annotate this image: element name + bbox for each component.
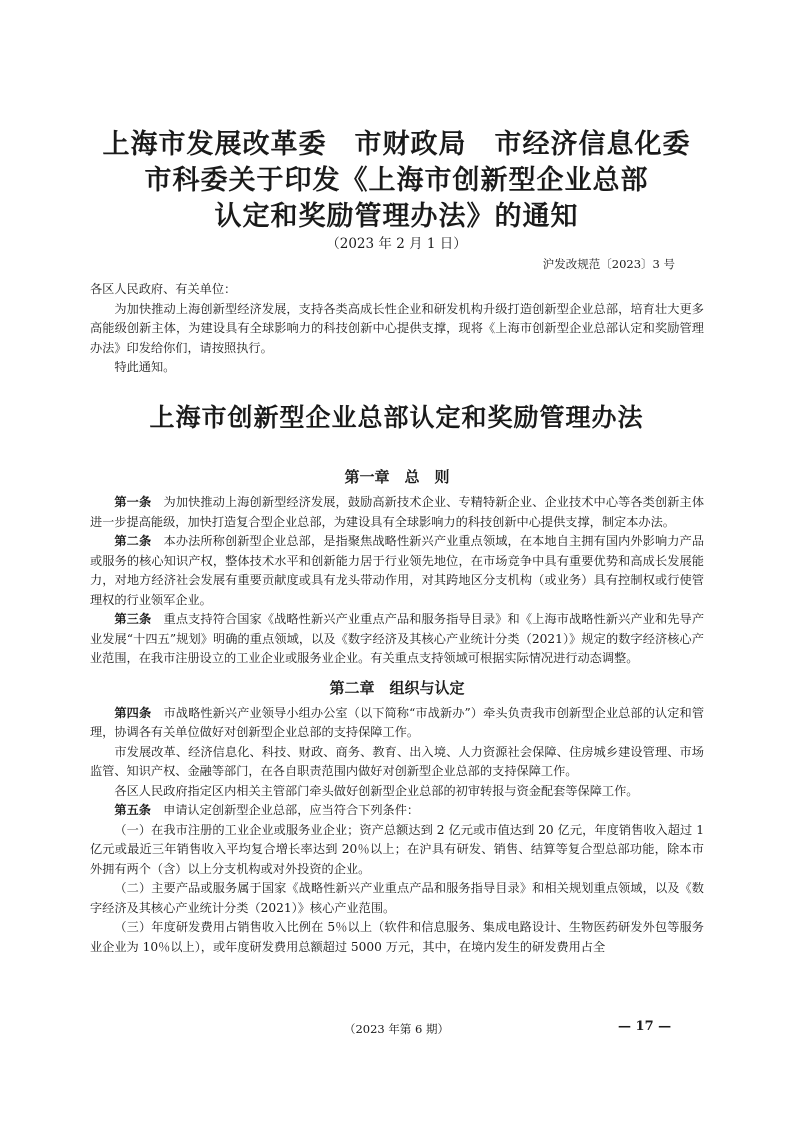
notice-closing: 特此通知。	[114, 360, 176, 374]
condition-1: （一）在我市注册的工业企业或服务业企业；资产总额达到 2 亿元或市值达到 20 亿元，年度销售收入超过 1 亿元或最近三年销售收入平均复合增长率达到 20％以上；在沪具有研发、销售、结算等复合型总部功能，除本市外拥有两个（含）以上分支机构或对外投资的企业。	[90, 822, 704, 876]
article-4-label: 第四条	[114, 705, 152, 720]
regulation-body	[90, 458, 704, 957]
article-4-para-districts: 各区人民政府指定区内相关主管部门牵头做好创新型企业总部的初审转报与资金配套等保障工作。	[114, 783, 639, 798]
article-1-text: 为加快推动上海创新型经济发展，鼓励高新技术企业、专精特新企业、企业技术中心等各类创新主体进一步提高能级，加快打造复合型企业总部，为建设具有全球影响力的科技创新中心提供支撑，制定本办法。	[90, 495, 705, 529]
footer-issue: （2023 年第 6 期）	[343, 1022, 450, 1036]
page-number: — 17 —	[618, 1019, 672, 1034]
condition-2: （二）主要产品或服务属于国家《战略性新兴产业重点产品和服务指导目录》和相关规划重点领域，以及《数字经济及其核心产业统计分类（2021）》核心产业范围。	[90, 881, 704, 915]
notice-title-line-1: 上海市发展改革委 市财政局 市经济信息化委	[102, 129, 691, 160]
notice-title-block	[60, 127, 733, 253]
article-5-text: 申请认定创新型企业总部，应当符合下列条件：	[150, 803, 420, 817]
notice-paragraph: 为加快推动上海创新型经济发展，支持各类高成长性企业和研发机构升级打造创新型企业总部，培育壮大更多高能级创新主体，为建设具有全球影响力的科技创新中心提供支撑，现将《上海市创新型企业总部认定和奖励管理办法》印发给你们，请按照执行。	[90, 301, 704, 355]
article-4-text: 市战略性新兴产业领导小组办公室（以下简称“市战新办”）牵头负责我市创新型企业总部的认定和管理，协调各有关单位做好对创新型企业总部的支持保障工作。	[90, 705, 705, 739]
document-number: 沪发改规范〔2023〕3 号	[542, 257, 675, 271]
notice-date: （2023 年 2 月 1 日）	[326, 236, 467, 252]
article-3-text: 重点支持符合国家《战略性新兴产业重点产品和服务指导目录》和《上海市战略性新兴产业和先导产业发展“十四五”规划》明确的重点领域，以及《数字经济及其核心产业统计分类（2021）》规定的数字经济核心产业范围，在我市注册设立的工业企业或服务业企业。有关重点支持领域可根据实际情况进行动态调整。	[90, 612, 705, 665]
article-4	[90, 704, 704, 743]
chapter-2-heading: 第二章 组织与认定	[329, 678, 465, 697]
article-5-label: 第五条	[114, 803, 151, 817]
article-2	[90, 532, 704, 610]
article-2-label: 第二条	[114, 534, 152, 548]
article-2-text: 本办法所称创新型企业总部，是指聚焦战略性新兴产业重点领域，在本地自主拥有国内外影响力产品或服务的核心知识产权，整体技术水平和创新能力居于行业领先地位，在市场竞争中具有重要优势和高成长发展能力，对地方经济社会发展有重要贡献度或具有龙头带动作用，对其跨地区分支机构（或业务）具有控制权或行使管理权的行业领军企业。	[90, 534, 705, 607]
article-1	[90, 493, 704, 532]
article-1-label: 第一条	[114, 495, 152, 509]
condition-3: （三）年度研发费用占销售收入比例在 5％以上（软件和信息服务、集成电路设计、生物医药研发外包等服务业企业为 10％以上），或年度研发费用总额超过 5000 万元，其中，在境内发生的研发费用占全	[90, 920, 704, 954]
notice-title-line-2: 市科委关于印发《上海市创新型企业总部	[144, 165, 649, 196]
article-3	[90, 610, 704, 669]
notice-title-line-3: 认定和奖励管理办法》的通知	[214, 201, 579, 232]
regulation-title: 上海市创新型企业总部认定和奖励管理办法	[149, 403, 644, 432]
article-5	[90, 801, 704, 821]
chapter-1-heading: 第一章 总 则	[344, 468, 450, 486]
salutation: 各区人民政府、有关单位：	[90, 282, 237, 296]
article-3-label: 第三条	[114, 612, 152, 626]
article-4-para-departments: 市发展改革、经济信息化、科技、财政、商务、教育、出入境、人力资源社会保障、住房城乡建设管理、市场监管、知识产权、金融等部门，在各自职责范围内做好对创新型企业总部的支持保障工作。	[90, 744, 704, 778]
notice-body	[90, 280, 704, 378]
